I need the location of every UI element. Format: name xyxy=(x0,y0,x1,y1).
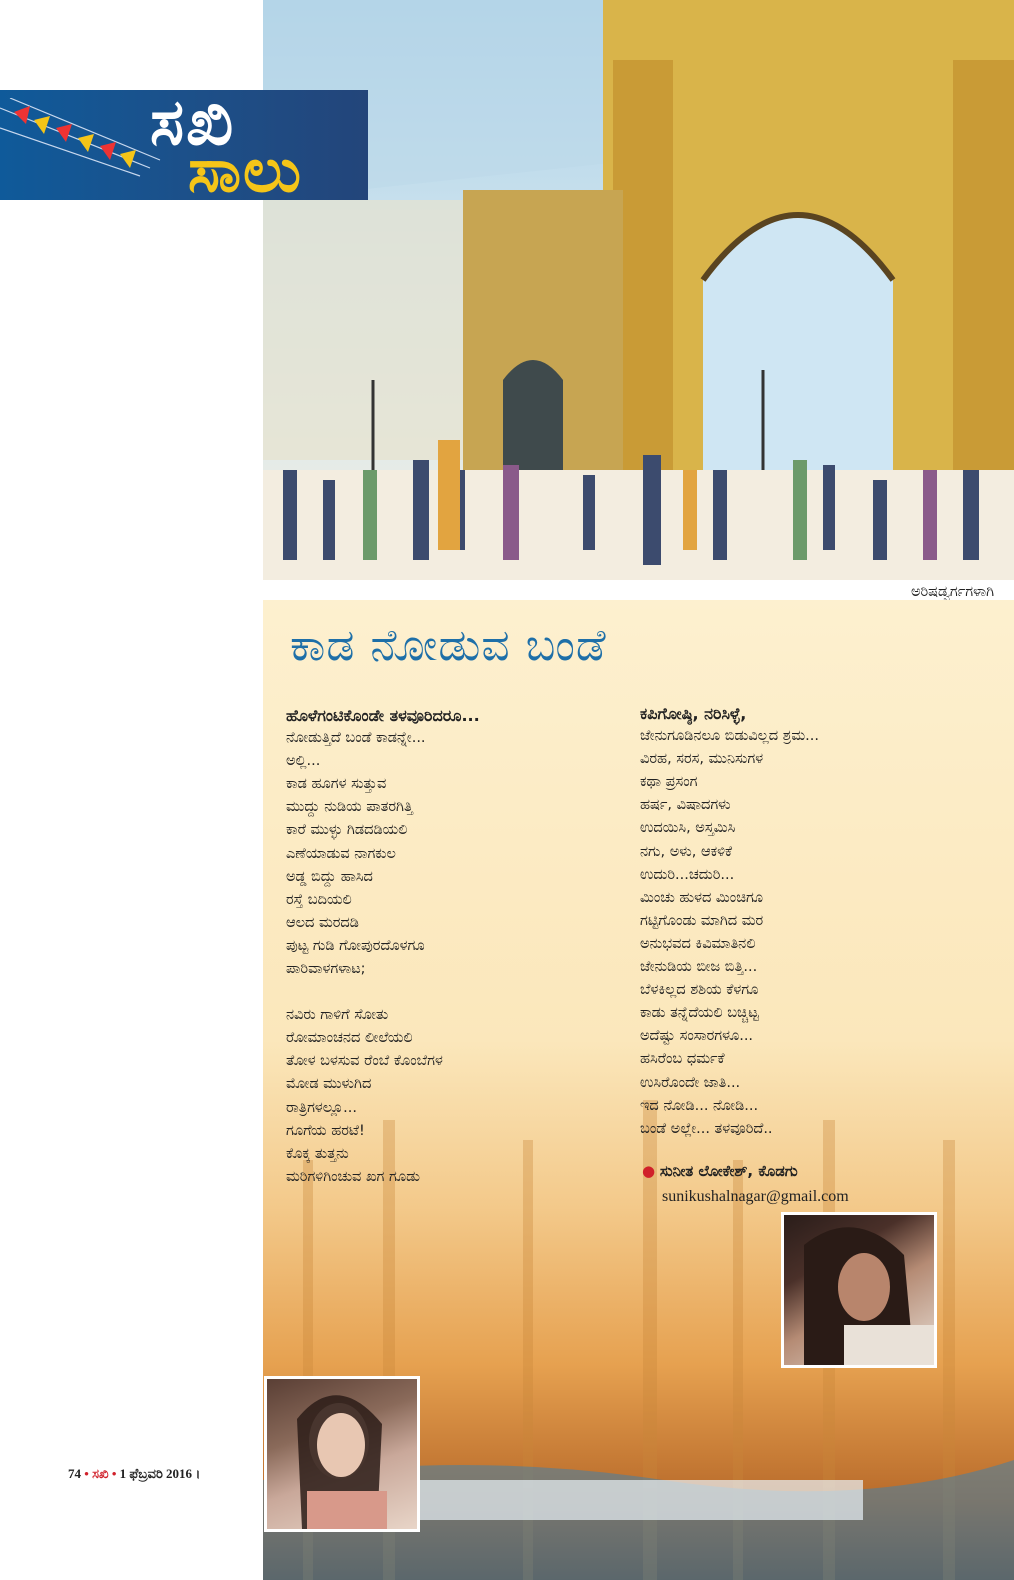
left-column xyxy=(0,0,263,1580)
poem3-line: ಕಥಾ ಪ್ರಸಂಗ xyxy=(640,774,698,791)
poem3-column-b xyxy=(640,702,819,1141)
poem3-line: ಕಪಿಗೋಷ್ಠಿ, ನರಿಸಿಳ್ಳೆ, xyxy=(640,704,747,723)
poem3-line: ರೋಮಾಂಚನದ ಲೀಲೆಯಲಿ xyxy=(286,1030,413,1047)
page-folio: 74 • ಸಖಿ • 1 ಫೆಬ್ರವರಿ 2016 । xyxy=(68,1466,201,1481)
poem3-line: ಮರಿಗಳಿಗಿಂಚುವ ಖಗ ಗೂಡು xyxy=(286,1168,420,1185)
poem3-line: ಪುಟ್ಟ ಗುಡಿ ಗೋಪುರದೊಳಗೂ xyxy=(286,937,425,954)
folio-magazine: ಸಖಿ xyxy=(92,1466,109,1481)
poem3-title: ಕಾಡ ನೋಡುವ ಬಂಡೆ xyxy=(290,620,607,671)
poem3-line: ನವಿರು ಗಾಳಿಗೆ ಸೋತು xyxy=(286,1007,389,1024)
poem3-line: ನೋಡುತ್ತಿದೆ ಬಂಡೆ ಕಾಡನ್ನೇ... xyxy=(286,730,426,747)
poem3-line: ಅನುಭವದ ಕಿವಿಮಾತಿನಲಿ xyxy=(640,935,756,952)
poem3-line: ಗಟ್ಟಿಗೊಂಡು ಮಾಗಿದ ಮರ xyxy=(640,912,764,929)
stanza-gap xyxy=(286,981,480,1004)
poem3-line: ಉದಯಿಸಿ, ಅಸ್ತಮಿಸಿ xyxy=(640,820,736,837)
poem3-line: ಗೂಗೆಯ ಹರಟೆ! xyxy=(286,1122,365,1139)
poem3-line: ಉಸಿರೊಂದೇ ಜಾತಿ... xyxy=(640,1074,741,1091)
poem3-line: ಕಾಡು ತನ್ನೆದೆಯಲಿ ಬಚ್ಚಿಟ್ಟ xyxy=(640,1005,759,1022)
bullet-dot-icon: ● xyxy=(642,1162,656,1180)
poem3-line: ಮುದ್ದು ನುಡಿಯ ಪಾತರಗಿತ್ತಿ xyxy=(286,799,413,816)
author-photo-right xyxy=(781,1212,937,1368)
poem1-line: ಅರಿಷಡ್ವರ್ಗಗಳಾಗಿ xyxy=(910,584,994,601)
poem3-line: ಮಿಂಚು ಹುಳದ ಮಿಂಚಿಗೂ xyxy=(640,889,764,906)
poem3-line: ಎಣೆಯಾಡುವ ನಾಗಕುಲ xyxy=(286,845,396,862)
poem3-line: ವಿರಹ, ಸರಸ, ಮುನಿಸುಗಳ xyxy=(640,751,764,768)
author-photo-left xyxy=(264,1376,420,1532)
poem3-author xyxy=(642,1158,849,1210)
section-banner xyxy=(0,90,368,200)
poem3-line: ಕೊಕ್ಕ ತುತ್ತನು xyxy=(286,1145,349,1162)
poem3-line: ಜೇನುಗೂಡಿನಲೂ ಬಿಡುವಿಲ್ಲದ ಶ್ರಮ... xyxy=(640,728,819,745)
poem3-line: ಇದ ನೋಡಿ... ನೋಡಿ... xyxy=(640,1097,759,1114)
page-number: 74 xyxy=(68,1466,81,1481)
poem3-line: ಜೇನುಡಿಯ ಬೀಜ ಬಿತ್ತಿ... xyxy=(640,959,758,976)
poem3-line: ಅದೆಷ್ಟು ಸಂಸಾರಗಳೂ... xyxy=(640,1028,754,1045)
poem3-line: ಪಾರಿವಾಳಗಳಾಟ; xyxy=(286,961,366,978)
poem3-line: ತೋಳ ಬಳಸುವ ರೆಂಬೆ ಕೊಂಬೆಗಳ xyxy=(286,1053,443,1070)
banner-word-sakhi: ಸಖಿ xyxy=(150,90,236,160)
poem3-line: ನಗು, ಅಳು, ಆಕಳಿಕೆ xyxy=(640,843,733,860)
poem3-line: ರಸ್ತೆ ಬದಿಯಲಿ xyxy=(286,891,352,908)
poem3-line: ಉದುರಿ...ಚದುರಿ... xyxy=(640,866,735,883)
kites-illustration xyxy=(0,98,170,188)
banner-word-saalu: ಸಾಲು xyxy=(188,136,303,200)
poem3-author-email: sunikushalnagar@gmail.com xyxy=(662,1188,849,1205)
poem3-line: ಹರ್ಷ, ವಿಷಾದಗಳು xyxy=(640,797,731,814)
poem3-line: ಆಲದ ಮರದಡಿ xyxy=(286,914,359,931)
gateway-painting xyxy=(263,0,1014,580)
poem3-line: ಕಾಡ ಹೂಗಳ ಸುತ್ತುವ xyxy=(286,776,387,793)
folio-date: 1 ಫೆಬ್ರವರಿ 2016 xyxy=(119,1466,193,1481)
poem3-line: ಕಾರೆ ಮುಳ್ಳು ಗಿಡದಡಿಯಲಿ xyxy=(286,822,408,839)
poem3-line: ಹಸಿರೆಂಬ ಧರ್ಮಕೆ xyxy=(640,1051,725,1068)
poem3-line: ಬೆಳಕಿಲ್ಲದ ಶಶಿಯ ಕೆಳಗೂ xyxy=(640,982,759,999)
poem3-line: ಹೊಳೆಗಂಟಿಕೊಂಡೇ ತಳವೂರಿದರೂ... xyxy=(286,706,480,725)
poem3-line: ಮೋಡ ಮುಳುಗಿದ xyxy=(286,1076,372,1093)
poem3-line: ಬಂಡೆ ಅಲ್ಲೇ... ತಳವೂರಿದೆ.. xyxy=(640,1120,773,1137)
poem3-line: ಅಡ್ಡ ಬಿದ್ದು ಹಾಸಿದ xyxy=(286,868,373,885)
poem3-column-a xyxy=(286,704,480,1189)
poem3-line: ರಾತ್ರಿಗಳಲ್ಲೂ... xyxy=(286,1099,358,1116)
poem3-author-name: ಸುನೀತ ಲೋಕೇಶ್, ಕೊಡಗು xyxy=(659,1162,798,1180)
poem3-line: ಅಲ್ಲಿ... xyxy=(286,753,321,770)
